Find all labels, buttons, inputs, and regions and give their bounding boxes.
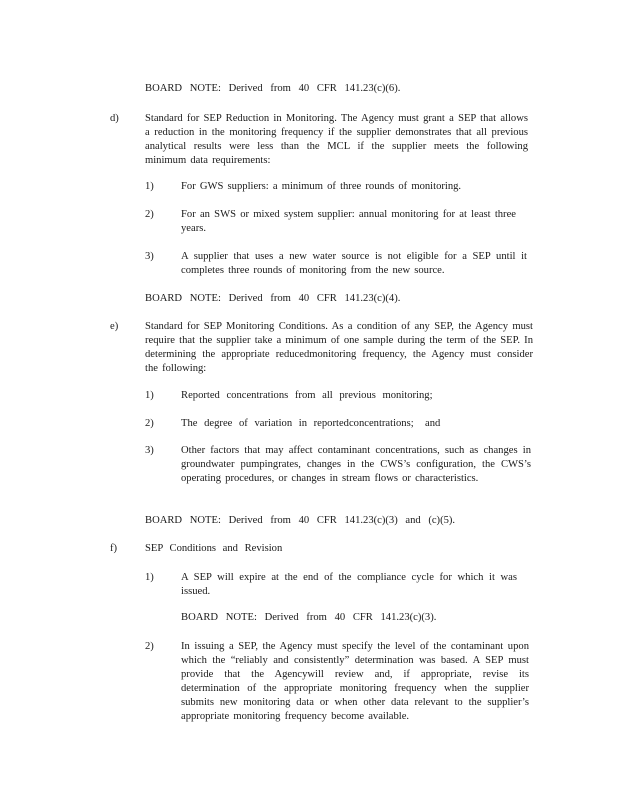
section-f-label: f): [110, 543, 118, 554]
section-e-item-2-num: 2): [145, 418, 154, 429]
section-f-item-2-num: 2): [145, 641, 154, 652]
section-d-item-3-num: 3): [145, 251, 154, 262]
board-note-top: BOARD NOTE: Derived from 40 CFR 141.23(c)(6).: [145, 83, 401, 94]
section-f-item-2-text: In issuing a SEP, the Agency must specify the level of the contaminant upon which the “reliably and consistently” determination was based. A SEP must provide that the Agencywill review and, if appropriate, revise its determination of the appropriate monitoring frequency when the supplier submits new monitoring data or when other data relevant to the supplier’s appropriate monitoring frequency become available.: [181, 641, 529, 722]
section-d-item-3-text: A supplier that uses a new water source is not eligible for a SEP until it completes three rounds of monitoring from the new source.: [181, 251, 527, 276]
section-f-item-1-num: 1): [145, 572, 154, 583]
section-d-label: d): [110, 113, 119, 124]
section-e-item-3-text: Other factors that may affect contaminant concentrations, such as changes in groundwater pumpingrates, changes in the CWS’s configuration, the CWS’s operating procedures, or changes in stream flows or characteristics.: [181, 445, 531, 484]
section-d-board-note: BOARD NOTE: Derived from 40 CFR 141.23(c)(4).: [145, 293, 401, 304]
section-f-heading: SEP Conditions and Revision: [145, 543, 283, 554]
section-d-text: Standard for SEP Reduction in Monitoring. The Agency must grant a SEP that allows a reduction in the monitoring frequency if the supplier demonstrates that all previous analytical results were less than the MCL if the supplier meets the following minimum data requirements:: [145, 113, 528, 166]
section-d-item-1-text: For GWS suppliers: a minimum of three rounds of monitoring.: [181, 181, 462, 192]
section-e-text: Standard for SEP Monitoring Conditions. As a condition of any SEP, the Agency must require that the supplier take a minimum of one sample during the term of the SEP. In determining the appropriate reducedmonitoring frequency, the Agency must consider the following:: [145, 321, 533, 374]
section-e-label: e): [110, 321, 119, 332]
section-e-item-3-num: 3): [145, 445, 154, 456]
section-d-item-1-num: 1): [145, 181, 154, 192]
section-f-item-1-text: A SEP will expire at the end of the compliance cycle for which it was issued.: [181, 572, 517, 597]
section-e-item-1-num: 1): [145, 390, 154, 401]
section-e-item-2-suffix: and: [425, 418, 441, 429]
section-e-item-1-text: Reported concentrations from all previous monitoring;: [181, 390, 433, 401]
section-e-item-2-text: The degree of variation in reportedconcentrations;: [181, 418, 414, 429]
section-d-item-2-text: For an SWS or mixed system supplier: annual monitoring for at least three years.: [181, 209, 516, 234]
section-d-item-2-num: 2): [145, 209, 154, 220]
section-e-board-note: BOARD NOTE: Derived from 40 CFR 141.23(c)(3) and (c)(5).: [145, 515, 456, 526]
section-f-item-1-board-note: BOARD NOTE: Derived from 40 CFR 141.23(c)(3).: [181, 612, 437, 623]
